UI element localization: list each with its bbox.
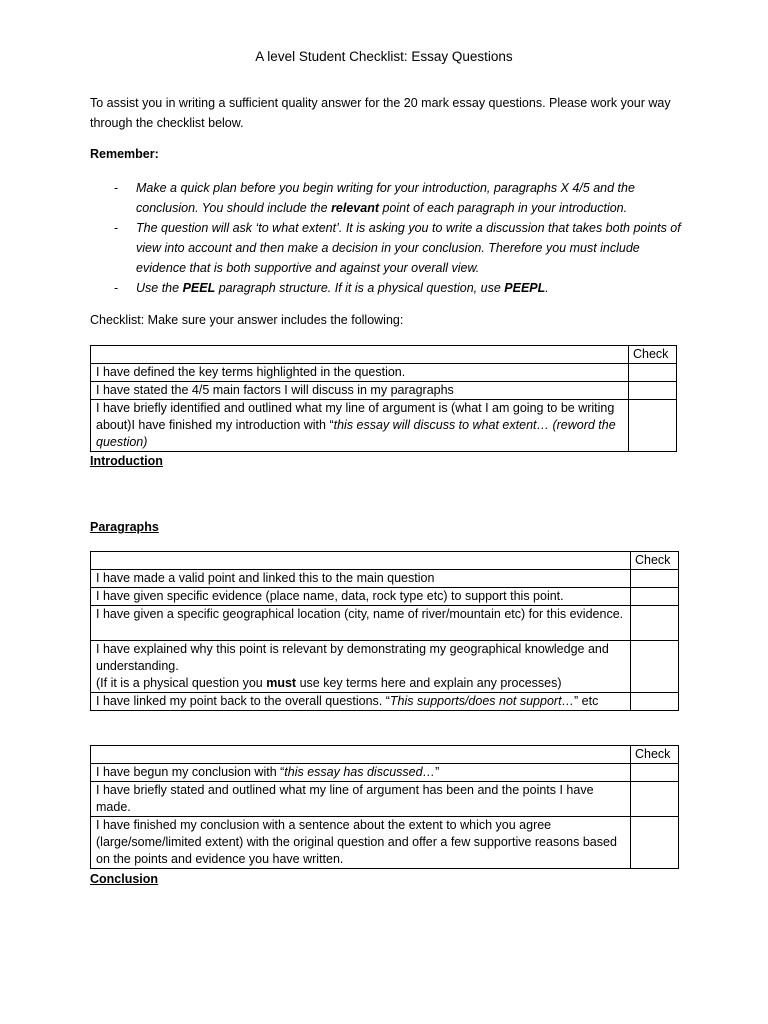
- item-text: I have begun my conclusion with “: [96, 765, 285, 779]
- check-cell[interactable]: [631, 693, 679, 711]
- table-row: [91, 693, 679, 711]
- bullet-dash: -: [114, 181, 119, 195]
- check-cell[interactable]: [631, 606, 679, 641]
- remember-item-peel: [90, 278, 690, 298]
- bullet-dash: -: [114, 281, 119, 295]
- intro-paragraph: To assist you in writing a sufficient quality answer for the 20 mark essay questions. Please work your way through the checklist below.: [90, 96, 671, 130]
- bullet-emphasis: PEEL: [182, 281, 216, 295]
- bullet-text: Make a quick plan before you begin writing for your introduction, paragraphs X 4/5 and the conclusion. You should include the: [136, 181, 635, 215]
- introduction-heading: Introduction: [90, 454, 163, 468]
- table-row: [91, 782, 679, 817]
- table-row: [91, 382, 677, 400]
- paragraphs-checklist-table: [90, 551, 679, 711]
- item-text: I have explained why this point is relevant by demonstrating my geographical knowledge and understanding.: [96, 642, 609, 673]
- bullet-text: Use the: [136, 281, 183, 295]
- check-column-header: Check: [631, 746, 679, 764]
- item-text: use key terms here and explain any processes): [296, 676, 562, 690]
- check-cell[interactable]: [629, 400, 677, 452]
- item-text: ” etc: [574, 694, 599, 708]
- check-cell[interactable]: [631, 588, 679, 606]
- checklist-item: I have stated the 4/5 main factors I will discuss in my paragraphs: [91, 382, 629, 400]
- checklist-item: I have made a valid point and linked this to the main question: [91, 570, 631, 588]
- item-text: I have briefly identified and outlined what my line of argument is (what I am going to be writing about)I have finished my introduction with “: [96, 401, 615, 432]
- table-header-row: [91, 746, 679, 764]
- check-cell[interactable]: [631, 817, 679, 869]
- item-emphasis: this essay has discussed…: [284, 765, 436, 779]
- conclusion-heading: Conclusion: [90, 872, 159, 886]
- introduction-checklist-table: [90, 345, 677, 452]
- checklist-item: [91, 764, 631, 782]
- item-emphasis: This supports/does not support…: [389, 694, 575, 708]
- bullet-text: The question will ask ‘to what extent’. It is asking you to write a discussion that takes both points of view into account and then make a decision in your conclusion. Therefore you must include evidence that is both supportive and against your overall view.: [136, 221, 681, 275]
- checklist-item: I have given specific evidence (place name, data, rock type etc) to support this point.: [91, 588, 631, 606]
- bullet-text: .: [545, 281, 549, 295]
- checklist-item: [91, 693, 631, 711]
- remember-item-extent: [90, 218, 690, 278]
- table-header-row: [91, 552, 679, 570]
- checklist-item: I have given a specific geographical location (city, name of river/mountain etc) for this evidence.: [91, 606, 631, 641]
- table-header-blank: [91, 746, 631, 764]
- table-row: [91, 400, 677, 452]
- checklist-item: I have briefly stated and outlined what my line of argument has been and the points I have made.: [91, 782, 631, 817]
- remember-label: Remember:: [90, 147, 159, 161]
- table-header-row: [91, 346, 677, 364]
- item-text: I have linked my point back to the overall questions. “: [96, 694, 390, 708]
- check-cell[interactable]: [631, 764, 679, 782]
- bullet-text: point of each paragraph in your introduction.: [379, 201, 628, 215]
- checklist-item: I have defined the key terms highlighted in the question.: [91, 364, 629, 382]
- bullet-dash: -: [114, 221, 119, 235]
- checklist-item: [91, 400, 629, 452]
- checklist-item: I have finished my conclusion with a sentence about the extent to which you agree (large/some/limited extent) with the original question and offer a few supportive reasons based on the points and evidence you have written.: [91, 817, 631, 869]
- check-cell[interactable]: [629, 382, 677, 400]
- checklist-label: Checklist: Make sure your answer includes the following:: [90, 313, 404, 327]
- bullet-emphasis: relevant: [331, 201, 380, 215]
- remember-item-plan: [90, 178, 690, 218]
- conclusion-checklist-table: [90, 745, 679, 869]
- check-cell[interactable]: [631, 570, 679, 588]
- check-column-header: Check: [631, 552, 679, 570]
- table-row: [91, 641, 679, 693]
- check-cell[interactable]: [631, 641, 679, 693]
- remember-list: [90, 178, 690, 298]
- checklist-item: [91, 641, 631, 693]
- check-column-header: Check: [629, 346, 677, 364]
- table-row: [91, 570, 679, 588]
- table-header-blank: [91, 346, 629, 364]
- table-header-blank: [91, 552, 631, 570]
- document-title: A level Student Checklist: Essay Questions: [255, 49, 513, 64]
- item-text: ”: [435, 765, 440, 779]
- table-row: [91, 364, 677, 382]
- paragraphs-heading: Paragraphs: [90, 520, 159, 534]
- table-row: [91, 817, 679, 869]
- table-row: [91, 588, 679, 606]
- check-cell[interactable]: [629, 364, 677, 382]
- table-row: [91, 606, 679, 641]
- table-row: [91, 764, 679, 782]
- item-text: (If it is a physical question you: [96, 676, 267, 690]
- bullet-text: paragraph structure. If it is a physical question, use: [215, 281, 505, 295]
- item-emphasis: this essay will discuss to what extent… (reword the question): [96, 418, 616, 449]
- bullet-emphasis: PEEPL: [504, 281, 546, 295]
- item-emphasis: must: [266, 676, 297, 690]
- check-cell[interactable]: [631, 782, 679, 817]
